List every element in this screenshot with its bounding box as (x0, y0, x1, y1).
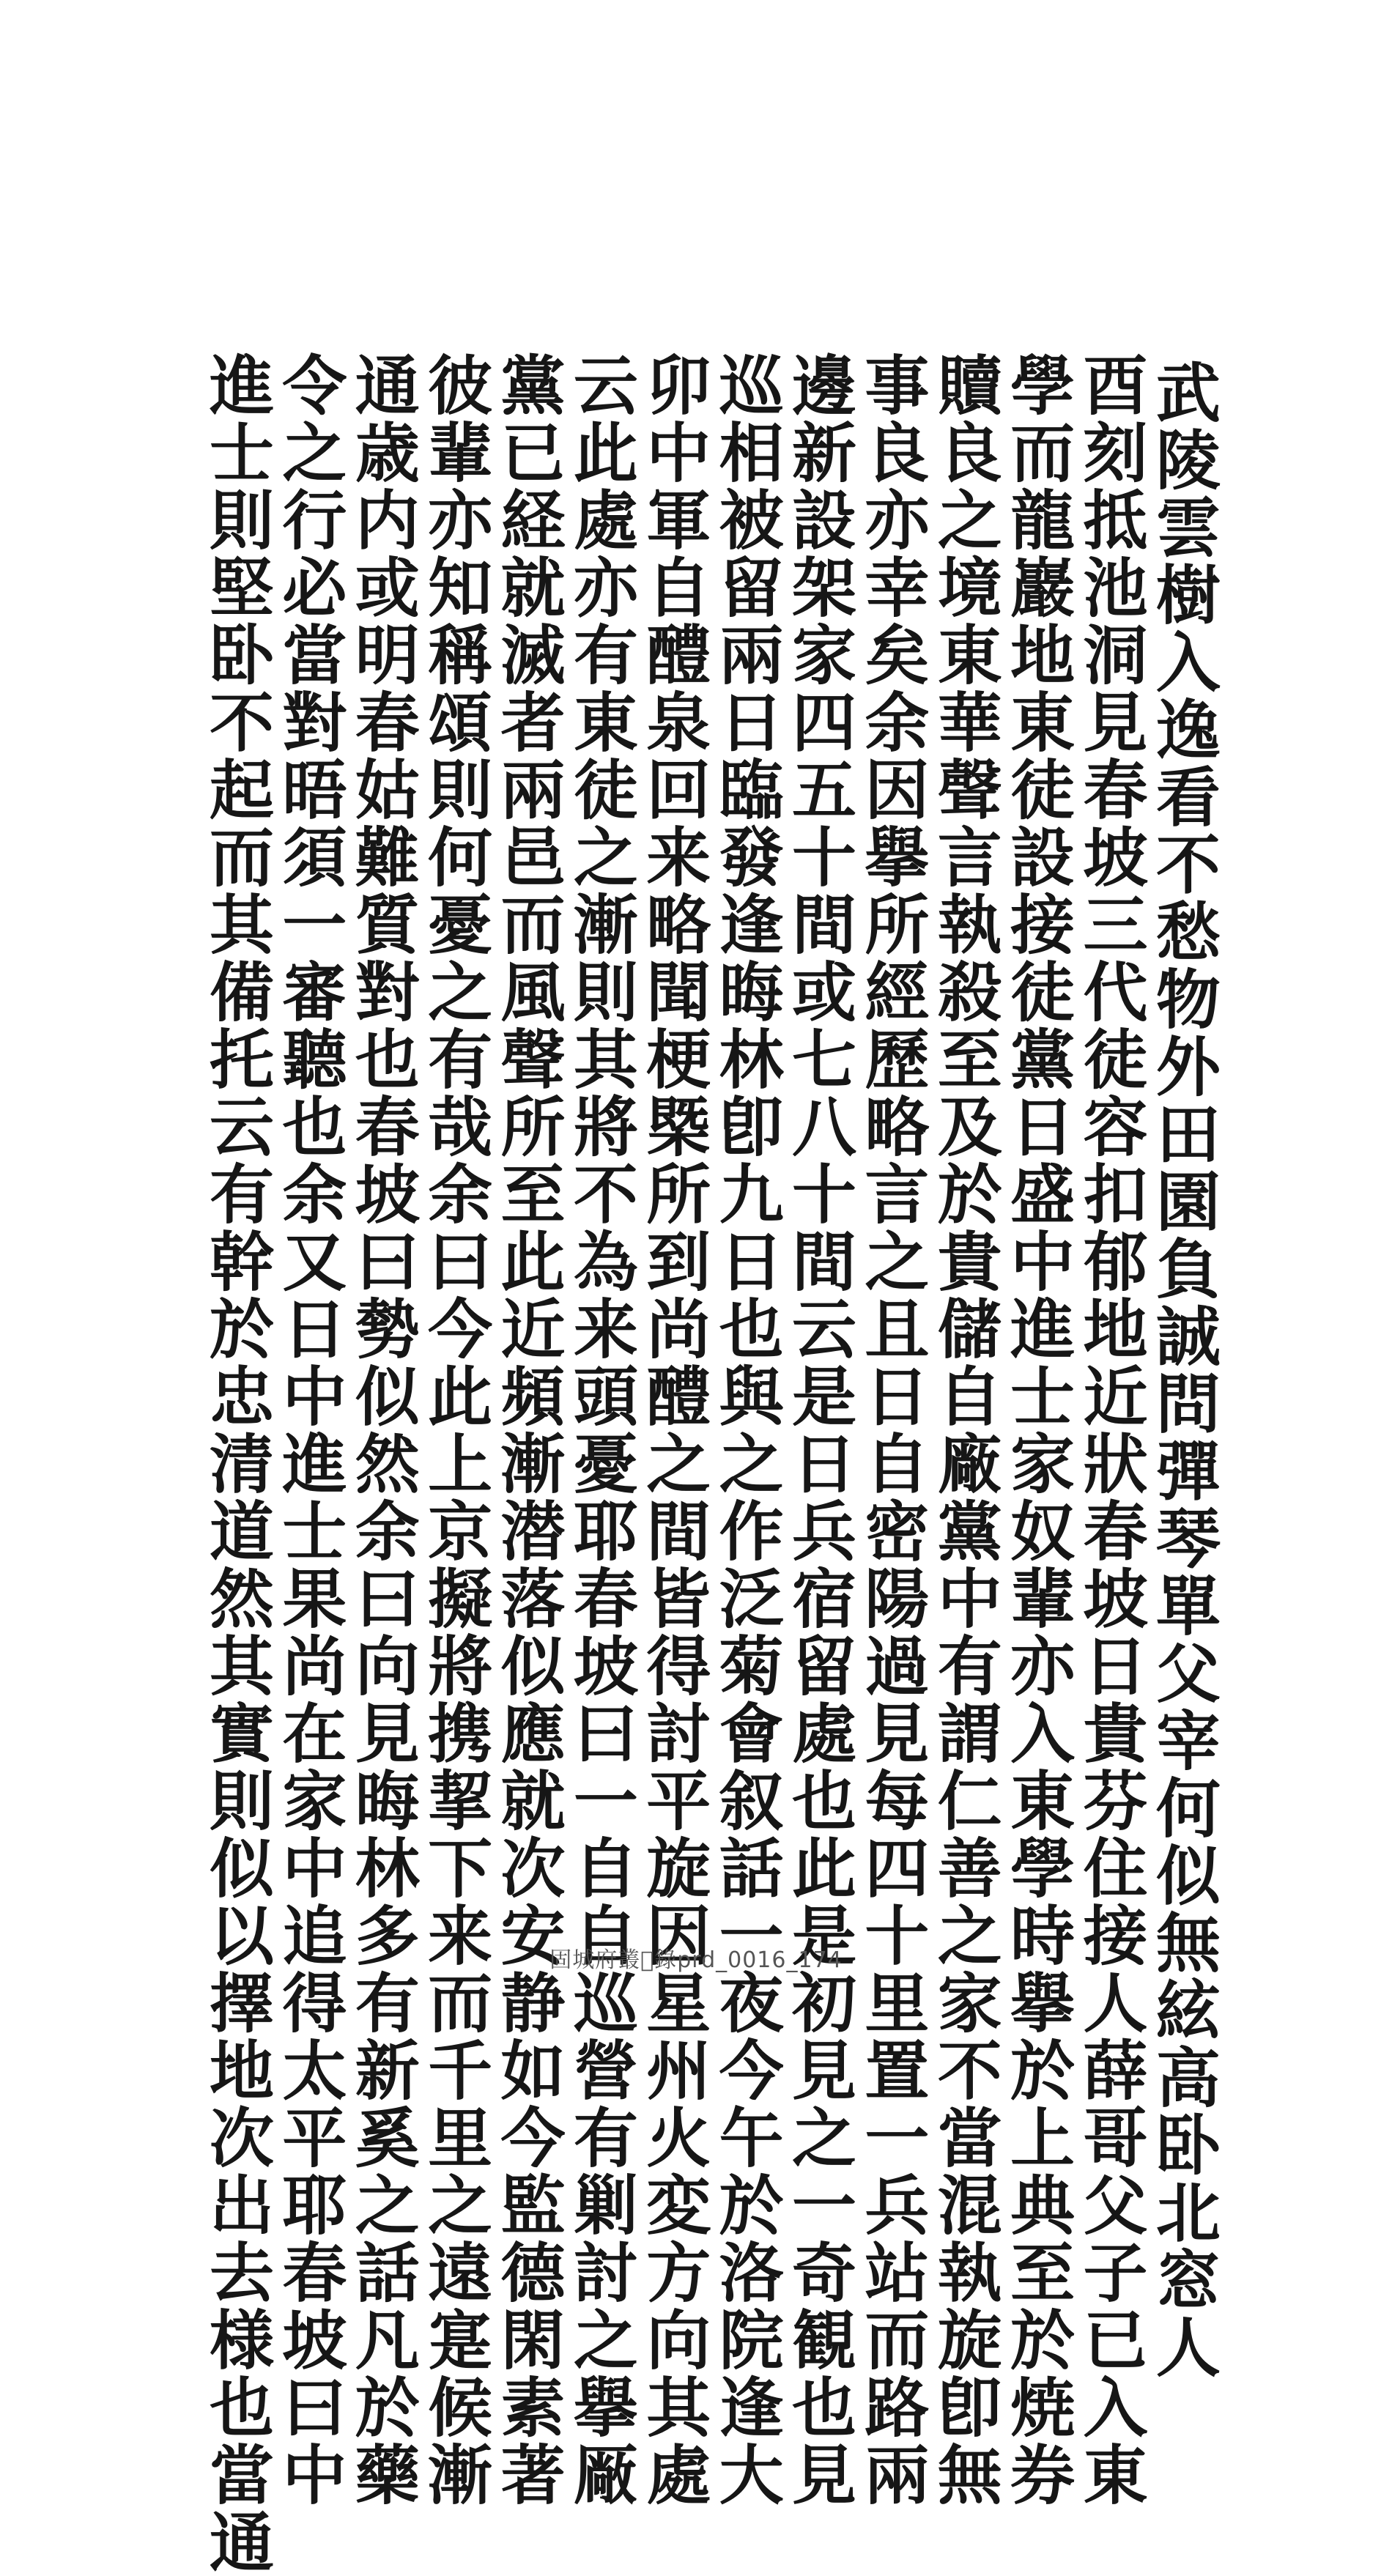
text-column-8: 卯中軍自醴泉回来略聞梗槩所到尚醴之間皆得討平旋因星州火変方向其處 (636, 352, 713, 2509)
text-column-10: 黨已経就滅者兩邑而風聲所至此近頻漸潜落似應就次安静如今監德閑素著 (490, 352, 567, 2509)
text-column-5: 事良亦幸矣余因擧所經歷略言之且日自密陽過見每四十里置一兵站而路兩 (854, 352, 931, 2509)
text-column-3: 學而龍巖地東徒設接徒黨日盛中進士家奴輩亦入東學時擧於上典至於焼券 (1000, 352, 1077, 2509)
text-column-2: 酉刻抵池洞見春坡三代徒容扣郁地近狀春坡日貴芬住接人薛哥父子已入東 (1073, 352, 1149, 2509)
text-column-9: 云此處亦有東徒之漸則其將不為来頭憂耶春坡曰一自自巡營有剿討之擧厰 (563, 352, 640, 2509)
page-caption: 固城府叢𥘘錄prd_0016_174 (549, 1947, 843, 1973)
text-column-14: 進士則堅卧不起而其備托云有幹於忠清道然其實則似以擇地次出去様也當通 (199, 352, 275, 2576)
text-column-4: 贖良之境東華聲言執殺至及於貴儲自廠黨中有謂仁善之家不當混執旋卽無 (927, 352, 1004, 2509)
text-column-6: 邊新設架家四五十間或七八十間云是日兵宿留處也此是初見之一奇観也見 (782, 352, 858, 2509)
text-column-13: 令之行必當對晤須一審聽也余又日中進士果尚在家中追得太平耶春坡曰中 (272, 352, 349, 2509)
text-column-1: 武陵雲樹入逸看不愁物外田園負誠問彈琴單父宰何似無絃高卧北窓人 (1145, 359, 1222, 2381)
text-column-12: 通歳内或明春姑難質對也春坡曰勢似然余曰向見晦林多有新奚之話凡於藥 (344, 352, 421, 2509)
text-column-11: 彼輩亦知稱頌則何憂之有哉余曰今此上京擬將携挈下来而千里之遠寔候漸 (418, 352, 495, 2509)
text-column-7: 巡相被留兩日臨發逢晦林卽九日也與之作泛菊會叙話一夜今午於洛院逢大 (708, 352, 785, 2509)
